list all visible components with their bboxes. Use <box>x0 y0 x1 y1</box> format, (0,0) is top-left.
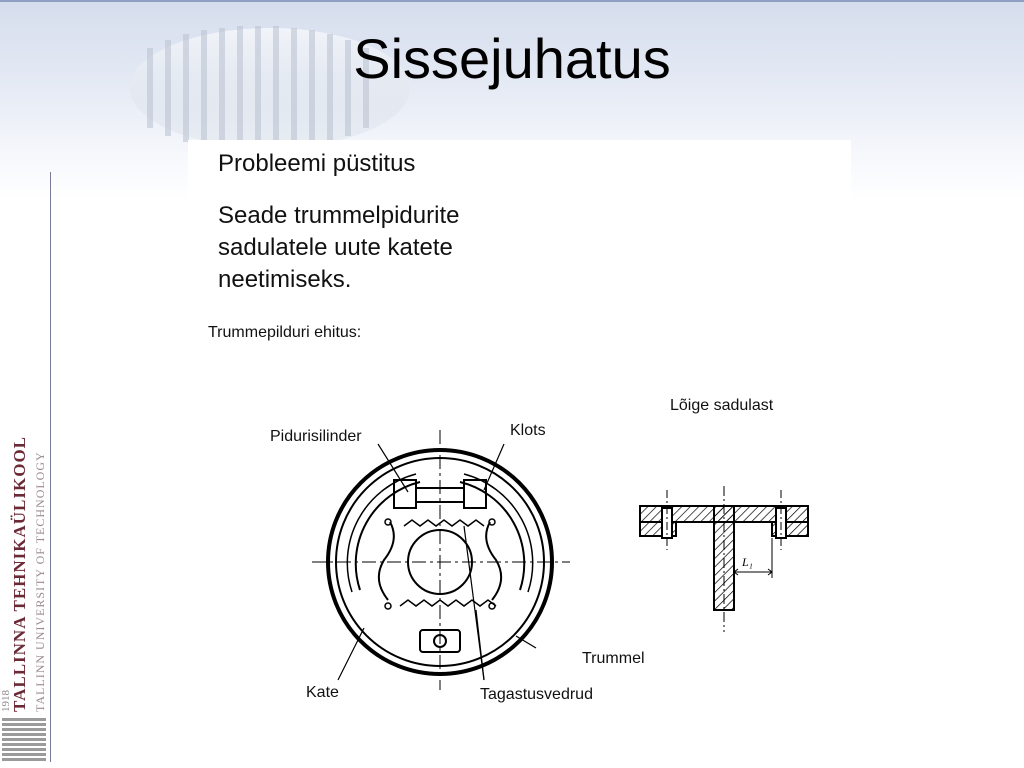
statement-line: neetimiseks. <box>218 266 352 293</box>
label-tagastusvedrud: Tagastusvedrud <box>480 686 593 703</box>
figure-caption: Trummepilduri ehitus: <box>208 324 362 341</box>
content-panel <box>188 140 851 740</box>
problem-statement <box>218 200 459 296</box>
label-klots: Klots <box>510 422 546 439</box>
dimension-label: L₁ <box>742 555 753 569</box>
shoe-cross-section <box>634 486 814 636</box>
subtitle: Probleemi püstitus <box>218 150 416 177</box>
statement-line: Seade trummelpidurite <box>218 202 460 229</box>
statement-line: sadulatele uute katete <box>218 234 453 261</box>
slide-title: Sissejuhatus <box>353 27 671 90</box>
header-rule <box>0 0 1024 2</box>
side-rule <box>50 172 51 762</box>
university-logo-name-en: TALLINN UNIVERSITY OF TECHNOLOGY <box>33 451 47 712</box>
logo-bars <box>2 718 46 766</box>
label-kate: Kate <box>306 684 339 701</box>
label-pidurisilinder: Pidurisilinder <box>270 428 362 445</box>
university-logo-name: TALLINNA TEHNIKAÜLIKOOL <box>10 435 29 712</box>
label-trummel: Trummel <box>582 650 645 667</box>
logo-year: 1918 <box>0 690 12 712</box>
drum-brake-diagram <box>308 430 598 690</box>
section-title: Lõige sadulast <box>670 397 774 414</box>
